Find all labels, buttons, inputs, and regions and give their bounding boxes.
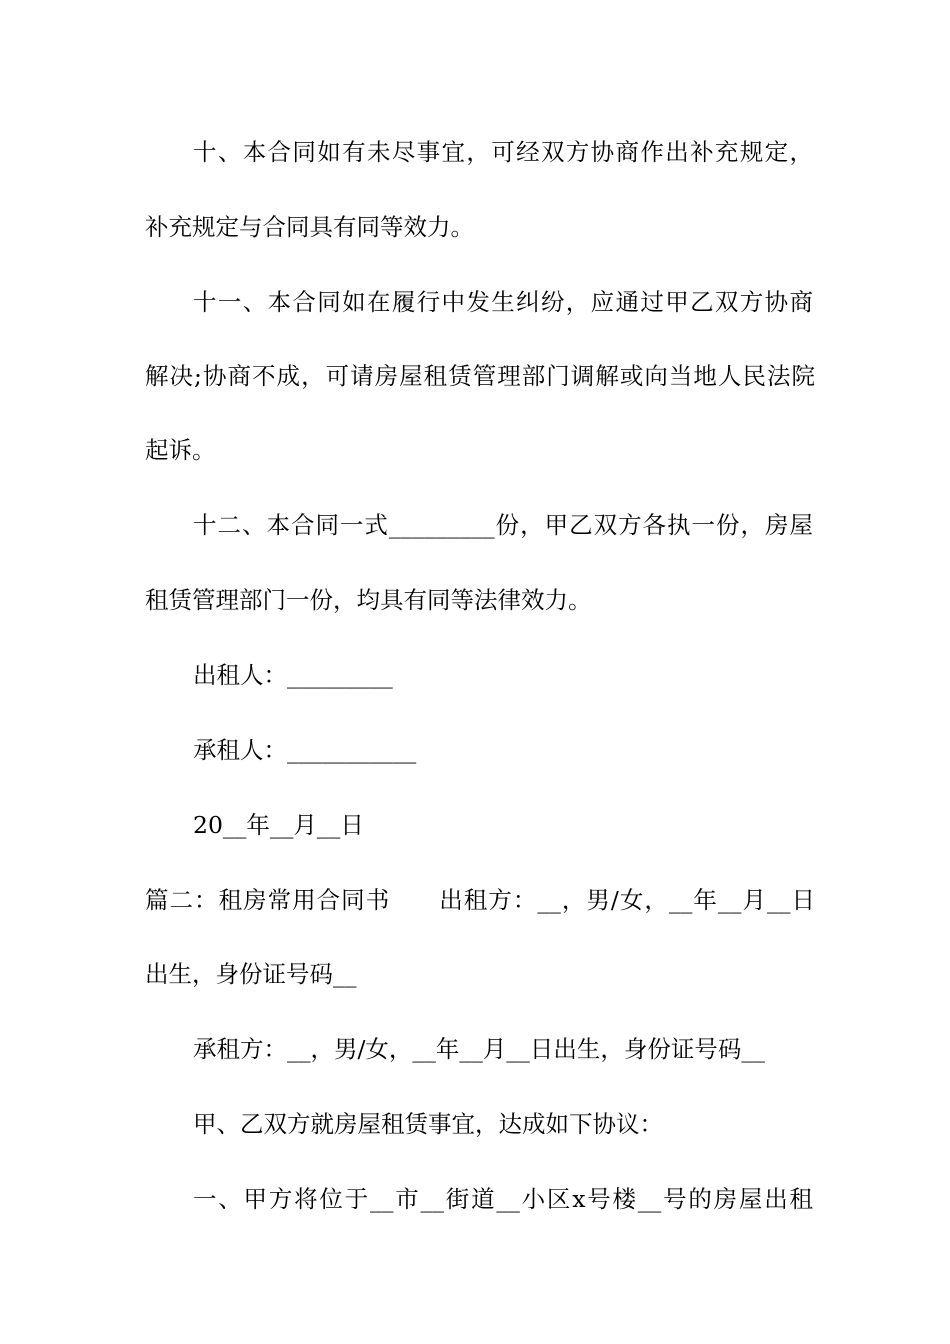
date-line: 20__年__月__日 (193, 811, 364, 839)
clause-11-line-1: 十一、本合同如在履行中发生纠纷，应通过甲乙双方协商 (193, 288, 813, 316)
agreement-intro-line: 甲、乙双方就房屋租赁事宜，达成如下协议： (193, 1110, 663, 1138)
clause-11-line-2: 解决;协商不成，可请房屋租赁管理部门调解或向当地人民法院 (145, 362, 815, 390)
clause-12-line-1: 十二、本合同一式_________份，甲乙双方各执一份，房屋 (193, 511, 813, 539)
lessor-id-line: 出生，身份证号码__ (145, 960, 357, 988)
clause-10-line-1: 十、本合同如有未尽事宜，可经双方协商作出补充规定， (193, 138, 813, 166)
lessor-signature-line: 出租人：_________ (193, 661, 393, 689)
lessee-info-line: 承租方：__，男/女，__年__月__日出生，身份证号码__ (193, 1035, 765, 1063)
clause-12-line-2: 租赁管理部门一份，均具有同等法律效力。 (145, 586, 592, 614)
lessee-signature-line: 承租人：___________ (193, 736, 417, 764)
clause-1-line-1: 一、甲方将位于__市__街道__小区x号楼__号的房屋出租 (193, 1185, 813, 1213)
clause-11-line-3: 起诉。 (145, 436, 216, 464)
part-two-heading-line: 篇二：租房常用合同书 出租方：__，男/女，__年__月__日 (145, 886, 815, 914)
clause-10-line-2: 补充规定与合同具有同等效力。 (145, 213, 474, 241)
